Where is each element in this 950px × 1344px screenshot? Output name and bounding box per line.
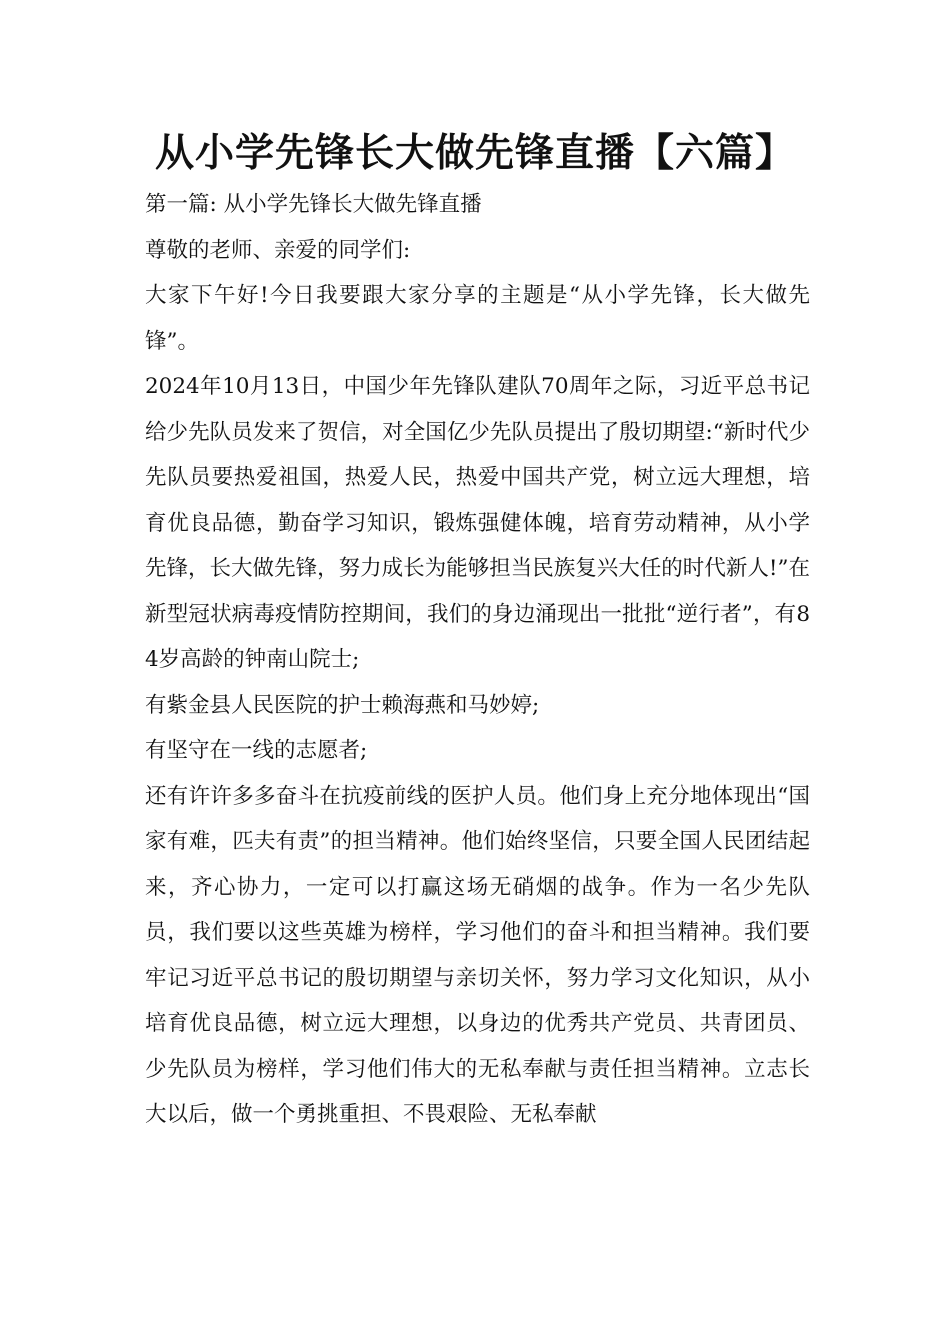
paragraph-chapter-heading: 第一篇: 从小学先锋长大做先锋直播 xyxy=(145,192,482,217)
paragraph-medical-staff: 还有许许多多奋斗在抗疫前线的医护人员。他们身上充分地体现出“国家有难，匹夫有责”的担当精神。他们始终坚信，只要全国人民团结起来，齐心协力，一定可以打赢这场无硝烟的战争。作为一名少先队员，我们要以这些英雄为榜样，学习他们的奋斗和担当精神。我们要牢记习近平总书记的殷切期望与亲切关怀，努力学习文化知识，从小培育优良品德，树立远大理想，以身边的优秀共产党员、共青团员、少先队员为榜样，学习他们伟大的无私奉献与责任担当精神。立志长大以后，做一个勇挑重担、不畏艰险、无私奉献 xyxy=(145,783,810,1127)
paragraph-greeting: 大家下午好!今日我要跟大家分享的主题是“从小学先锋，长大做先锋”。 xyxy=(145,283,810,354)
paragraph-main: 2024年10月13日，中国少年先锋队建队70周年之际，习近平总书记给少先队员发来了贺信，对全国亿少先队员提出了殷切期望:“新时代少先队员要热爱祖国，热爱人民，热爱中国共产党，树立远大理想，培育优良品德，勤奋学习知识，锻炼强健体魄，培育劳动精神，从小学先锋，长大做先锋，努力成长为能够担当民族复兴大任的时代新人!”在新型冠状病毒疫情防控期间，我们的身边涌现出一批批“逆行者”，有84岁高龄的钟南山院士; xyxy=(145,374,810,672)
paragraph-volunteers: 有坚守在一线的志愿者; xyxy=(145,738,368,763)
document-title: 从小学先锋长大做先锋直播【六篇】 xyxy=(154,131,795,176)
paragraph-nurses: 有紫金县人民医院的护士赖海燕和马妙婷; xyxy=(145,692,540,718)
paragraph-salutation: 尊敬的老师、亲爱的同学们: xyxy=(145,237,411,263)
document-body xyxy=(145,182,810,1138)
